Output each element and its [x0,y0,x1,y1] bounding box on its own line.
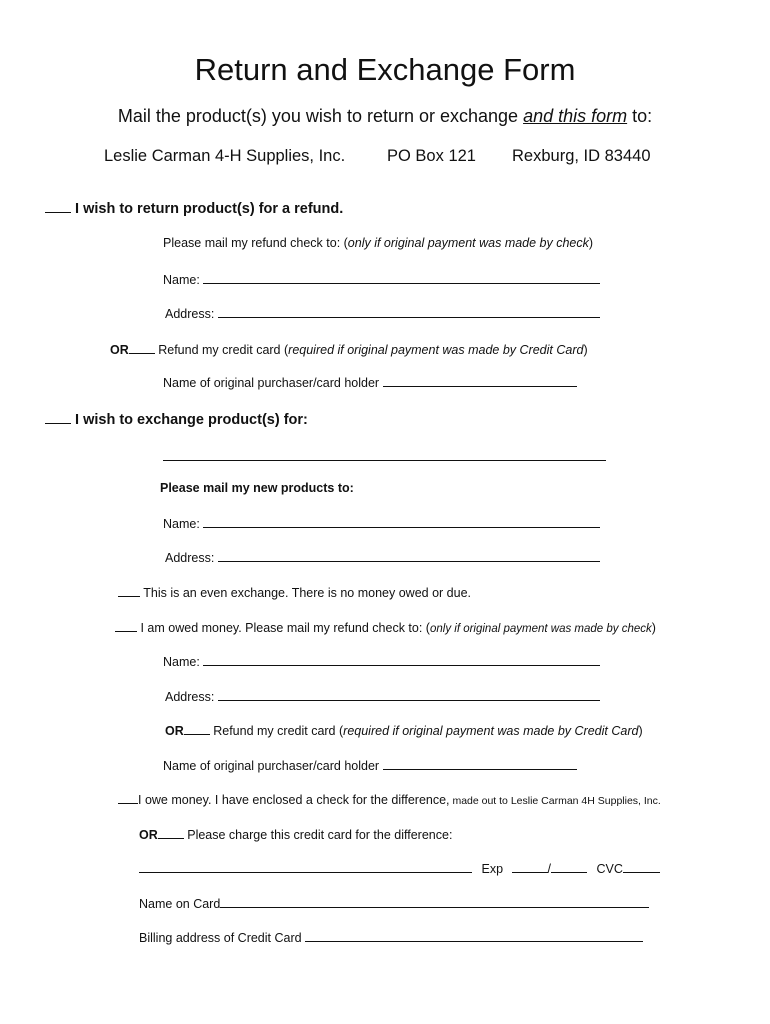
refund-address-label: Address: [165,307,215,321]
billing-address-label: Billing address of Credit Card [139,931,302,945]
owed-holder-label: Name of original purchaser/card holder [163,759,380,773]
exp-label: Exp [481,862,504,876]
refund-address-field[interactable] [218,305,600,318]
exchange-heading [45,411,308,428]
city-state-zip: Rexburg, ID 83440 [512,147,651,165]
subtitle-text: Mail the product(s) you wish to return or exchange [117,106,524,126]
cvc-label: CVC [596,862,623,876]
billing-address-field[interactable] [305,929,643,942]
owed-address-label: Address: [165,690,215,704]
refund-mail-check: Please mail my refund check to: (only if original payment was made by check) [163,236,594,250]
refund-name-label: Name: [163,273,200,287]
refund-heading-text: I wish to return product(s) for a refund. [75,201,344,217]
form-title: Return and Exchange Form [194,52,576,87]
exp-month-field[interactable] [512,860,548,873]
charge-card-text: Please charge this credit card for the difference: [187,828,453,842]
refund-holder-label: Name of original purchaser/card holder [163,376,380,390]
billing-address-row [139,929,643,945]
po-box: PO Box 121 [387,147,476,165]
charge-card-checkbox-line[interactable] [158,826,184,839]
refund-card-text: Refund my credit card ( [158,343,289,357]
company-name: Leslie Carman 4-H Supplies, Inc. [104,147,346,165]
owed-money-note: only if original payment was made by check [429,623,652,635]
exchange-name-field[interactable] [203,515,600,528]
name-on-card-row [139,895,649,911]
cvc-field[interactable] [623,860,660,873]
refund-name-row [163,271,600,287]
refund-address-row [165,305,600,321]
exchange-address-label: Address: [165,551,215,565]
refund-name-field[interactable] [203,271,600,284]
owed-holder-row [163,757,577,773]
owe-money-text: I owe money. I have enclosed a check for the difference, [138,793,450,807]
owe-money-checkbox-line[interactable] [118,791,138,804]
card-number-row: Exp / CVC [139,860,660,876]
refund-heading [45,200,343,217]
even-exchange-text: This is an even exchange. There is no money owed or due. [143,586,471,600]
refund-card-checkbox-line[interactable] [129,341,155,354]
owed-or-label: OR [165,724,184,738]
subtitle-emphasis: and this form [523,106,628,126]
form-subtitle [0,106,770,127]
exchange-name-label: Name: [163,517,200,531]
name-on-card-label: Name on Card [139,897,221,911]
exchange-name-row [163,515,600,531]
owed-card-checkbox-line[interactable] [184,722,210,735]
card-number-field[interactable] [139,860,472,873]
exchange-heading-text: I wish to exchange product(s) for: [75,412,308,428]
owed-name-row [163,653,600,669]
refund-or-label: OR [110,343,129,357]
even-exchange-checkbox-line[interactable] [118,584,140,597]
exchange-address-row [165,549,600,565]
owed-card-note: required if original payment was made by Credit Card [343,724,639,738]
owed-holder-field[interactable] [383,757,577,770]
exchange-address-field[interactable] [218,549,600,562]
exchange-checkbox-line[interactable] [45,411,71,424]
subtitle-end: to: [627,106,653,126]
owed-money-row: I am owed money. Please mail my refund check to: (only if original payment was made by check) [115,619,656,635]
even-exchange-row [118,584,471,600]
refund-card-row: OR Refund my credit card (required if original payment was made by Credit Card) [110,343,588,357]
exchange-mail-new: Please mail my new products to: [160,481,354,495]
refund-checkbox-line[interactable] [45,200,71,213]
exchange-products-field[interactable] [163,449,606,461]
refund-holder-row [163,374,577,390]
owed-name-label: Name: [163,655,200,669]
owe-money-note: made out to Leslie Carman 4H Supplies, Inc. [449,795,661,807]
exp-year-field[interactable] [551,860,587,873]
refund-mail-check-note: only if original payment was made by check [347,236,589,250]
refund-mail-check-text: Please mail my refund check to: ( [163,236,348,250]
charge-card-row [139,826,452,842]
charge-or-label: OR [139,828,158,842]
name-on-card-field[interactable] [220,895,649,908]
owed-address-row [165,688,600,704]
owed-money-checkbox-line[interactable] [115,619,137,632]
owe-money-row [118,791,661,807]
owed-address-field[interactable] [218,688,600,701]
owed-card-text: Refund my credit card ( [213,724,344,738]
refund-card-note: required if original payment was made by Credit Card [288,343,584,357]
refund-holder-field[interactable] [383,374,577,387]
owed-card-row: OR Refund my credit card (required if original payment was made by Credit Card) [165,724,643,738]
owed-money-text: I am owed money. Please mail my refund check to: ( [140,621,430,635]
owed-name-field[interactable] [203,653,600,666]
